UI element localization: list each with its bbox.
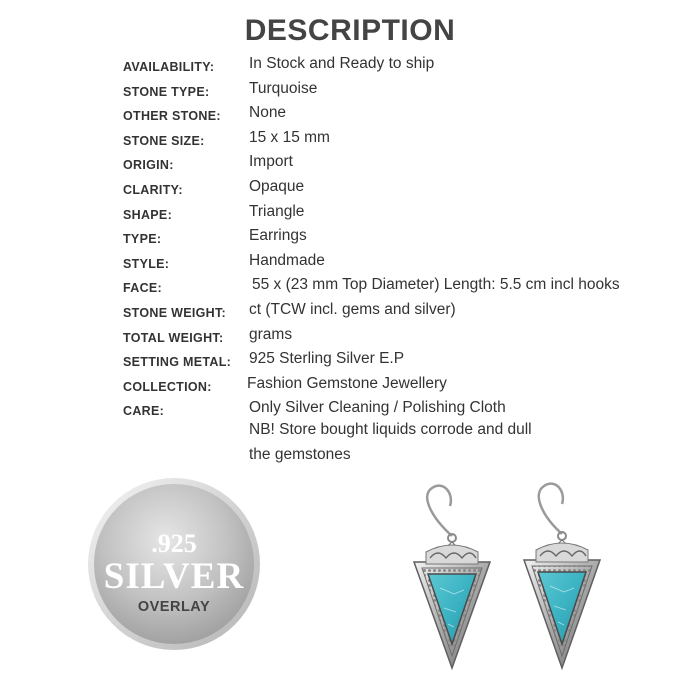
- spec-label: AVAILABILITY:: [123, 60, 215, 74]
- spec-label: CARE:: [123, 404, 165, 419]
- spec-row-stone-weight: [123, 301, 683, 326]
- spec-row-other-stone: [123, 104, 683, 129]
- product-photo: [392, 478, 692, 688]
- spec-row-style: [123, 252, 683, 277]
- spec-row-face: [123, 276, 683, 301]
- spec-label: STYLE:: [123, 256, 170, 271]
- page-title: DESCRIPTION: [244, 14, 456, 47]
- badge-metal: SILVER: [103, 556, 245, 597]
- spec-row-type: [123, 227, 683, 252]
- spec-value: None: [249, 104, 287, 122]
- spec-label: CLARITY:: [123, 182, 183, 197]
- spec-value: 925 Sterling Silver E.P: [249, 350, 405, 368]
- spec-value: Earrings: [249, 227, 307, 245]
- spec-value: 55 x (23 mm Top Diameter) Length: 5.5 cm incl hooks: [252, 276, 620, 294]
- spec-label: STONE WEIGHT:: [123, 305, 226, 320]
- spec-value: Handmade: [249, 251, 325, 269]
- spec-row-total-weight: [123, 326, 683, 351]
- spec-row-collection: [123, 375, 683, 400]
- spec-label: SHAPE:: [123, 207, 173, 222]
- earring-right: [524, 484, 600, 668]
- spec-value: Only Silver Cleaning / Polishing Cloth: [249, 399, 506, 417]
- spec-row-shape: [123, 203, 683, 228]
- spec-value: In Stock and Ready to ship: [249, 55, 435, 72]
- spec-label: STONE TYPE:: [123, 84, 210, 99]
- spec-label: ORIGIN:: [123, 158, 174, 173]
- spec-label: COLLECTION:: [123, 379, 212, 394]
- spec-row-setting-metal: [123, 350, 683, 375]
- earring-left: [414, 486, 490, 668]
- spec-row-stone-size: [123, 129, 683, 154]
- spec-label: FACE:: [123, 281, 162, 296]
- spec-row-origin: [123, 153, 683, 178]
- spec-row-availability: [123, 55, 683, 80]
- spec-row-clarity: [123, 178, 683, 203]
- badge-finish: OVERLAY: [137, 599, 211, 615]
- spec-label: SETTING METAL:: [123, 355, 232, 370]
- spec-value: Fashion Gemstone Jewellery: [247, 374, 447, 392]
- spec-value: Opaque: [249, 177, 305, 195]
- spec-value: 15 x 15 mm: [249, 128, 330, 146]
- spec-label: TOTAL WEIGHT:: [123, 330, 224, 345]
- spec-label: STONE SIZE:: [123, 133, 205, 148]
- care-note-line: NB! Store bought liquids corrode and dull: [249, 421, 532, 438]
- badge-purity: .925: [151, 529, 197, 558]
- spec-value: grams: [249, 325, 293, 343]
- spec-list: [123, 55, 683, 424]
- spec-value: Turquoise: [249, 79, 318, 97]
- spec-row-stone-type: [123, 80, 683, 105]
- spec-value: Import: [249, 153, 293, 171]
- silver-overlay-badge: [86, 476, 262, 652]
- spec-value: Triangle: [249, 202, 305, 220]
- spec-value: ct (TCW incl. gems and silver): [249, 300, 456, 318]
- care-note-line: the gemstones: [249, 446, 351, 463]
- spec-label: TYPE:: [123, 232, 162, 247]
- spec-label: OTHER STONE:: [123, 109, 221, 124]
